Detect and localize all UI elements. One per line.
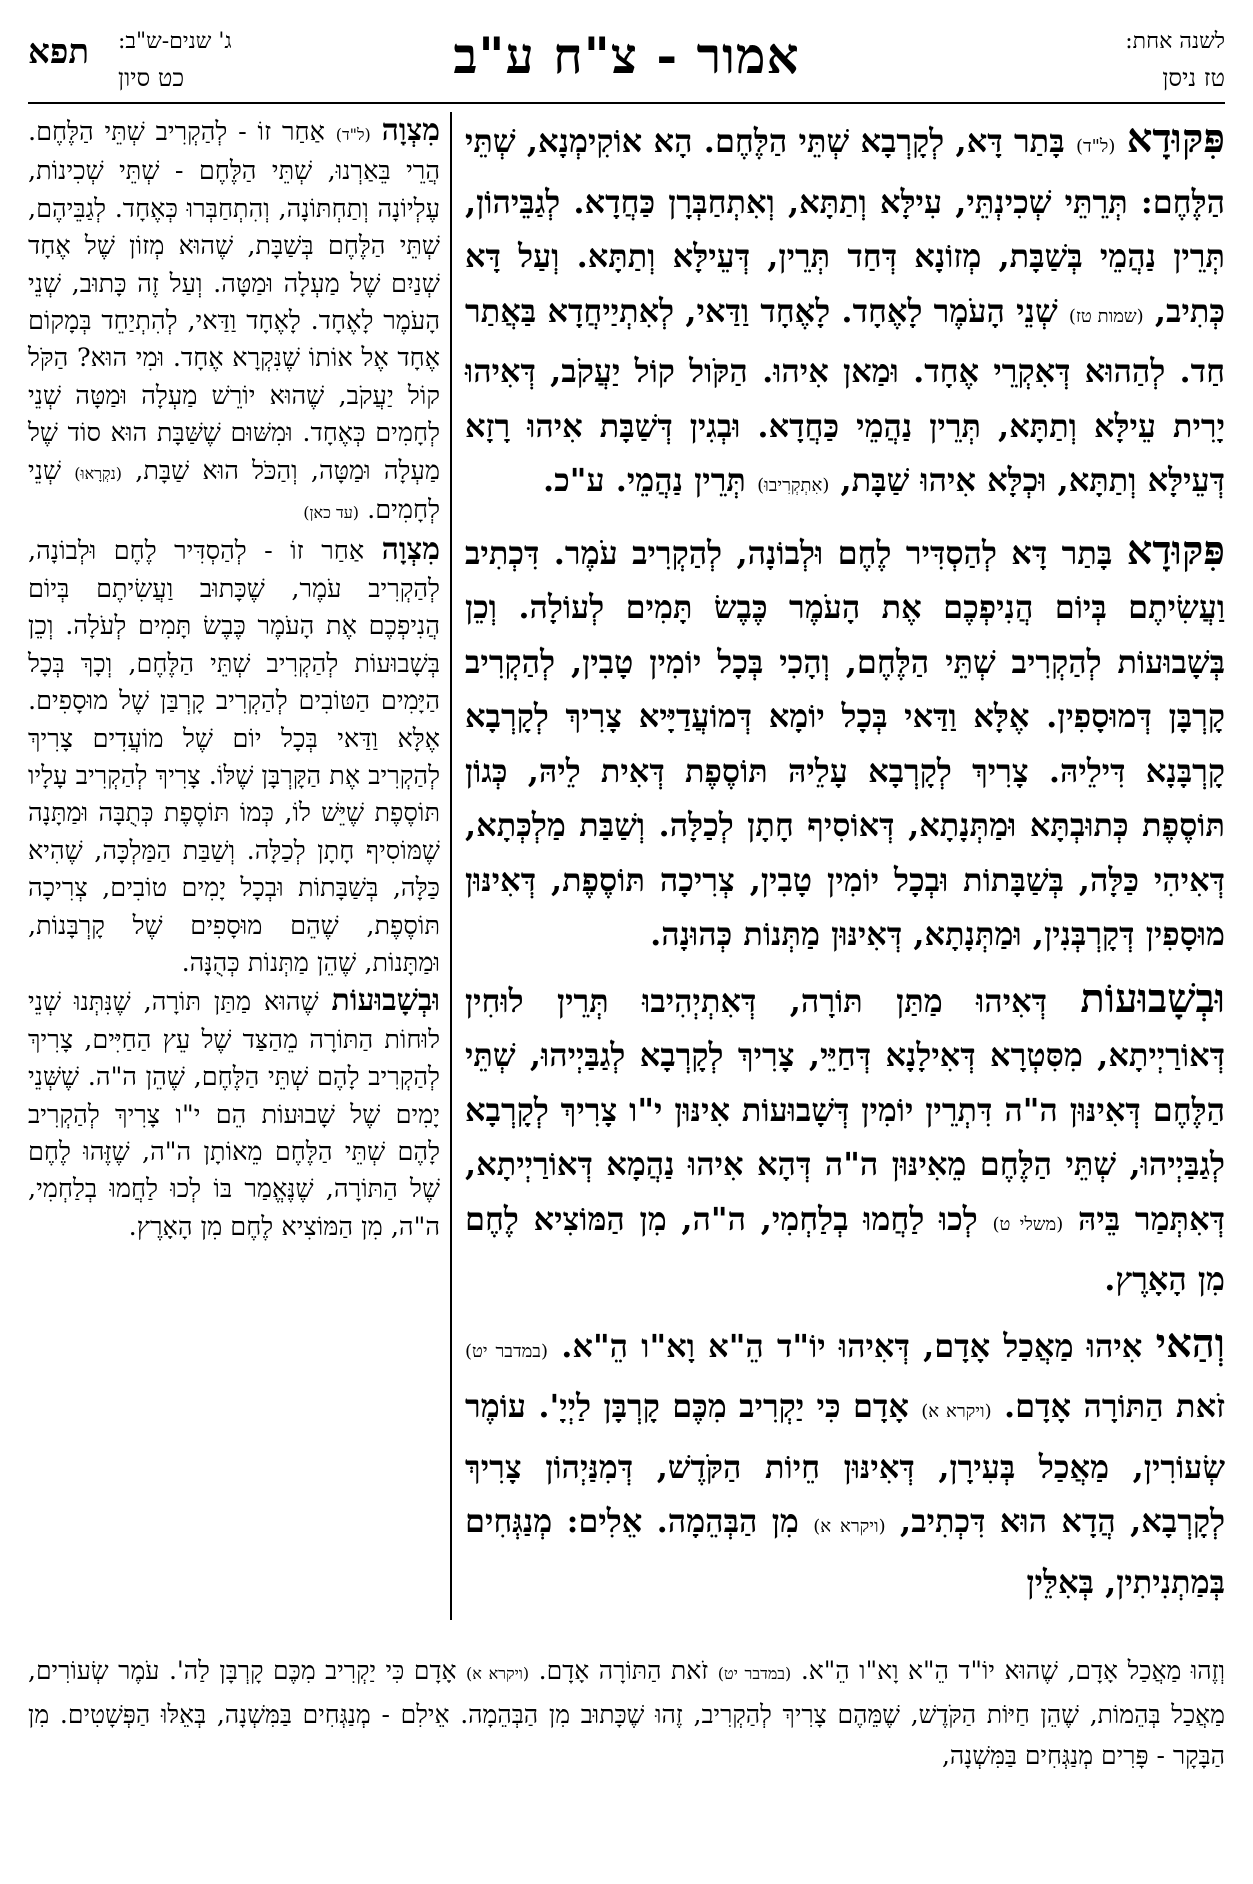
page-header xyxy=(28,18,1225,104)
side-paragraph-2 xyxy=(28,531,440,982)
paragraph-lead-word: פִּקּוּדָא xyxy=(1126,115,1226,162)
paragraph-text: זֹאת הַתּוֹרָה אָדָם. xyxy=(538,1656,709,1685)
paragraph-text: אִיהוּ מַאֲכַל אָדָם, דְּאִיהוּ יוֹ"ד הֵ"א וָא"ו הֵ"א. xyxy=(561,1326,1143,1365)
paragraph-text: אָדָם כִּי יַקְרִיב מִכֶּם קָרְבָּן לַה'. עֹמֶר שְׂעוֹרִים, מַאֲכַל בְּהֵמוֹת, שֶׁהֵן חַיּוֹת הַקֹּדֶשׁ, שֶׁמֵּהֶם צָרִיךְ לְהַקְרִיב, זֶהוּ שֶׁכָּתוּב מִן הַבְּהֵמָה. אֵילִם - מְנַגְּחִים בַּמִּשְׁנָה, בְּאֵלּוּ הַפְּשָׁטִים. מִן הַבָּקָר - פָּרִים מְנַגְּחִים בַּמִּשְׁנָה, xyxy=(28,1656,1225,1770)
cycle-date: טז ניסן xyxy=(1162,64,1225,92)
page-number: תפא xyxy=(28,32,90,72)
paragraph-lead-word: מִצְוָה xyxy=(381,113,441,148)
header-rule xyxy=(28,102,1225,104)
source-reference: (נקְרָאוּ) xyxy=(74,463,123,483)
paragraph-text: אַחַר זוֹ - לְהַסְדִּיר לֶחֶם וּלְבוֹנָה, לְהַקְרִיב עֹמֶר, שֶׁכָּתוּב וַעֲשִׂיתֶם בְּיוֹם הֲנִיפְכֶם אֶת הָעֹמֶר כֶּבֶשׂ תָּמִים לְעֹלָה. וְכֵן בְּשָׁבוּעוֹת לְהַקְרִיב שְׁתֵּי הַלֶּחֶם, וְכָךְ בְּכָל הַיָּמִים הַטּוֹבִים לְהַקְרִיב קָרְבַּן שֶׁל מוּסָפִים. אֶלָּא וַדַּאי בְּכָל יוֹם שֶׁל מוֹעֲדִים צָרִיךְ לְהַקְרִיב אֶת הַקָּרְבָּן שֶׁלּוֹ. צָרִיךְ לְהַקְרִיב עָלָיו תּוֹסֶפֶת שֶׁיֵּשׁ לוֹ, כְּמוֹ תּוֹסֶפֶת כְּתֻבָּה וּמַתָּנָה שֶׁמּוֹסִיף חָתָן לְכַלָּה. וְשַׁבַּת הַמַּלְכָּה, שֶׁהִיא כַּלָּה, בְּשַׁבָּתוֹת וּבְכָל יָמִים טוֹבִים, צְרִיכָה תּוֹסֶפֶת, שֶׁהֵם מוּסָפִים שֶׁל קָרְבָּנוֹת, וּמַתָּנוֹת, שֶׁהֵן מַתְּנוֹת כְּהֻנָּה. xyxy=(28,536,440,978)
paragraph-lead-word: מִצְוָה xyxy=(381,532,441,568)
paragraph-text: לְכוּ לַחֲמוּ בְלַחְמִי, ה"ה, מִן הַמּוֹצִיא לֶחֶם מִן הָאָרֶץ. xyxy=(465,1199,1225,1298)
main-paragraph-4 xyxy=(465,1317,1225,1610)
source-reference: (ל"ד) xyxy=(1075,136,1116,157)
paragraph-text: דְּאִיהוּ מַתַּן תּוֹרָה, דְּאִתְיְהִיבוּ תְּרֵין לוּחִין דְּאוֹרַיְיתָא, מִסִּטְרָא דְּאִילָנָא דְּחַיֵּי, צָרִיךְ לְקָרְבָא לְגַבַּיְיהוּ, שְׁתֵּי הַלֶּחֶם דְּאִינּוּן ה"ה דִּתְרֵין יוֹמִין דְּשָׁבוּעוֹת אִינּוּן י"ו צָרִיךְ לְקָרְבָא לְגַבַּיְיהוּ, שְׁתֵּי הַלֶּחֶם מֵאִינּוּן ה"ה דְּהָא אִיהוּ נַהֲמָא דְּאוֹרַיְיתָא, דְּאִתְּמַר בֵּיהּ xyxy=(465,981,1226,1238)
paragraph-text: בָּתַר דָּא, לְקָרְבָא שְׁתֵּי הַלֶּחֶם. הָא אוֹקִימְנָא, שְׁתֵּי הַלֶּחֶם: תְּרֵתֵּי שְׁכִינְתֵּי, עִילָּא וְתַתָּא, וְאִתְחַבְּרָן כַּחֲדָא. לְגַבֵּיהוֹן, תְּרֵין נַהֲמֵי בְּשַׁבָּת, מְזוֹנָא דְּחַד תְּרֵין, דְּעֵילָּא וְתַתָּא. וְעַל דָּא כְּתִיב, xyxy=(465,122,1226,330)
main-text-column xyxy=(465,112,1225,1632)
source-reference: (ל"ד) xyxy=(335,125,371,144)
main-paragraph-2 xyxy=(465,524,1225,962)
source-reference: (עד כאן) xyxy=(303,503,360,523)
side-paragraph-1 xyxy=(28,112,440,531)
translation-column xyxy=(28,112,440,1640)
alt-cycle-label: ג' שנים-ש"ב: xyxy=(118,29,232,54)
paragraph-text: בָּתַר דָּא לְהַסְדִּיר לֶחֶם וּלְבוֹנָה, לְהַקְרִיב עֹמֶר. דִּכְתִיב וַעֲשִׂיתֶם בְּיוֹם הֲנִיפְכֶם אֶת הָעֹמֶר כֶּבֶשׂ תָּמִים לְעוֹלָה. וְכֵן בְּשָׁבוּעוֹת לְהַקְרִיב שְׁתֵּי הַלֶּחֶם, וְהָכִי בְּכָל יוֹמִין טָבִין, לְהַקְרִיב קָרְבָּן דְּמוּסָפִין. אֶלָּא וַדַּאי בְּכָל יוֹמָא דְּמוֹעֲדַיָּיא צָרִיךְ לְקָרְבָא קָרְבָּנָא דִּילֵיהּ. צָרִיךְ לְקָרְבָא עָלֵיהּ תּוֹסֶפֶת דְּאִית לֵיהּ, כְּגוֹן תּוֹסֶפֶת כְּתוּבְתָּא וּמַתְּנָתָא, דְּאוֹסִיף חָתָן לְכַלָּה. וְשַׁבַּת מַלְכְּתָא, דְּאִיהִי כַּלָּה, בְּשַׁבָּתוֹת וּבְכָל יוֹמִין טָבִין, צְרִיכָה תּוֹסֶפֶת, דְּאִינּוּן מוּסָפִין דְּקָרְבְּנִין, וּמַתְּנָתָא, דְּאִינּוּן מַתְּנוֹת כְּהוּנָה. xyxy=(465,533,1225,953)
paragraph-lead-word: פִּקּוּדָא xyxy=(1126,526,1226,574)
paragraph-text: תְּרֵין נַהֲמֵי. ע"כ. xyxy=(542,461,746,499)
source-reference: (במדבר יט) xyxy=(465,1340,548,1362)
source-reference: (במדבר יט) xyxy=(717,1664,792,1683)
alt-cycle-date: כט סיון xyxy=(118,64,185,92)
source-reference: (שמות טז) xyxy=(1068,305,1144,327)
paragraph-text: שְׁנֵי הָעֹמֶר לָאֶחָד. לָאֶחָד וַדַּאי, לְאִתְיַיחֲדָא בַּאֲתַר חַד. לְהַהוּא דְּאִקְרֵי אֶחָד. וּמַאן אִיהוּ. הַקֹּול קוֹל יַעֲקֹב, דְּאִיהוּ יָרִית עֵילָּא וְתַתָּא, תְּרֵין נַהֲמֵי כַּחֲדָא. וּבְגִין דְּשַׁבָּת אִיהוּ רָזָא דְּעֵילָּא וְתַתָּא, וּכְלָּא אִיהוּ שַׁבָּת, xyxy=(465,291,1226,499)
paragraph-text: מִן הַבְּהֵמָה. אֵלִים: מְנַגְּחִים בְּמַתְנִיתִין, בְּאִלֵּין xyxy=(465,1502,1225,1601)
paragraph-text: אַחַר זוֹ - לְהַקְרִיב שְׁתֵּי הַלֶּחֶם. הֲרֵי בֵּאַרְנוּ, שְׁתֵּי הַלֶּחֶם - שְׁתֵּי שְׁכִינוֹת, עֶלְיוֹנָה וְתַחְתּוֹנָה, וְהִתְחַבְּרוּ כְּאֶחָד. לְגַבֵּיהֶם, שְׁתֵּי הַלֶּחֶם בְּשַׁבָּת, שֶׁהוּא מְזוֹן שֶׁל אֶחָד שְׁנַיִם שֶׁל מַעְלָה וּמַטָּה. וְעַל זֶה כָּתוּב, שְׁנֵי הָעֹמֶר לָאֶחָד. לָאֶחָד וַדַּאי, לְהִתְיַחֵד בְּמָקוֹם אֶחָד אֶל אוֹתוֹ שֶׁנִּקְרָא אֶחָד. וּמִי הוּא? הַקֹּל קוֹל יַעֲקֹב, שֶׁהוּא יוֹרֵשׁ מַעְלָה וּמַטָּה שְׁנֵי לְחָמִים כְּאֶחָד. וּמִשּׁוּם שֶׁשַּׁבָּת הוּא סוֹד שֶׁל מַעְלָה וּמַטָּה, וְהַכֹּל הוּא שַׁבָּת, xyxy=(28,117,440,486)
source-reference: (אִתְקְרִיבוּ) xyxy=(757,475,830,496)
cycle-label: לשנה אחת: xyxy=(1125,29,1225,54)
footer-text xyxy=(28,1650,1225,1870)
paragraph-text: שְׁנֵי לְחָמִים. xyxy=(28,455,440,526)
column-divider xyxy=(450,112,452,1620)
source-reference: (ויקרא א) xyxy=(813,1516,886,1537)
paragraph-text: שֶׁהוּא מַתַּן תּוֹרָה, שֶׁנִּתְּנוּ שְׁנֵי לוּחוֹת הַתּוֹרָה מֵהַצַּד שֶׁל עֵץ הַחַיִּים, צָרִיךְ לְהַקְרִיב לָהֶם שְׁתֵּי הַלֶּחֶם, שֶׁהֵן ה"ה. שֶׁשְּׁנֵי יָמִים שֶׁל שָׁבוּעוֹת הֵם י"ו צָרִיךְ לְהַקְרִיב לָהֶם שְׁתֵּי הַלֶּחֶם מֵאוֹתָן ה"ה, שֶׁזֶּהוּ לֶחֶם שֶׁל הַתּוֹרָה, שֶׁנֶּאֱמַר בּוֹ לְכוּ לַחֲמוּ בְלַחְמִי, ה"ה, מִן הַמּוֹצִיא לֶחֶם מִן הָאָרֶץ. xyxy=(28,987,440,1242)
main-paragraph-3 xyxy=(465,972,1225,1307)
paragraph-lead-word: וּבְשָׁבוּעוֹת xyxy=(1080,974,1226,1022)
main-paragraph-1 xyxy=(465,112,1225,514)
footer-paragraph xyxy=(28,1650,1225,1776)
side-paragraph-3 xyxy=(28,982,440,1246)
paragraph-text: זֹאת הַתּוֹרָה אָדָם. xyxy=(1004,1387,1226,1425)
paragraph-lead-word: וְהַאי xyxy=(1155,1319,1226,1367)
source-reference: (ויקרא א) xyxy=(466,1664,530,1683)
paragraph-lead-word: וּבְשָׁבוּעוֹת xyxy=(331,983,440,1019)
source-reference: (משלי ט) xyxy=(992,1213,1064,1235)
page-title: אמור - צ"ח ע"ב xyxy=(453,26,800,85)
source-reference: (ויקרא א) xyxy=(921,1401,992,1422)
paragraph-text: וְזֶהוּ מַאֲכַל אָדָם, שֶׁהוּא יוֹ"ד הֵ"א וָא"ו הֵ"א. xyxy=(800,1656,1226,1685)
paragraph-text: אָדָם כִּי יַקְרִיב מִכֶּם קָרְבָּן לַיְיָ'. עוֹמֶר שְׂעוֹרִין, מַאֲכַל בְּעִירָן, דְּאִינּוּן חֵיוֹת הַקֹּדֶשׁ, דְּמִנַּיְהוֹן צָרִיךְ לְקָרְבָא, הֲדָא הוּא דִּכְתִיב, xyxy=(465,1387,1226,1540)
